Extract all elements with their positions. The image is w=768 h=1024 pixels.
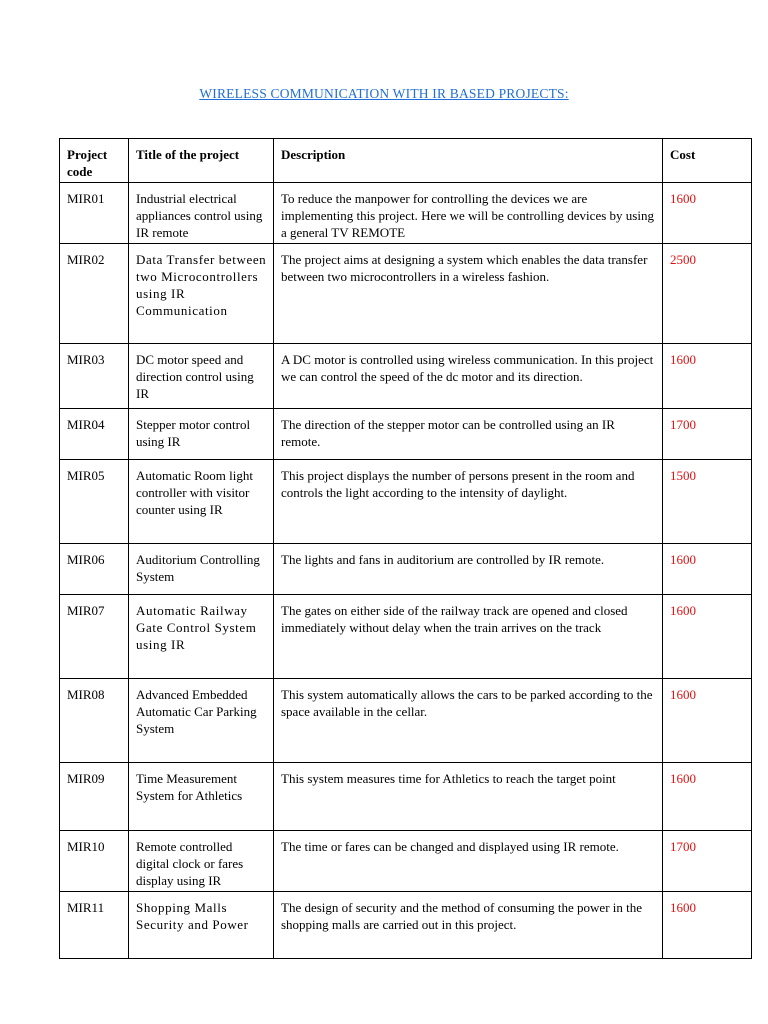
project-cost: 1700 [663, 831, 752, 892]
header-cost: Cost [663, 139, 752, 183]
project-title: Automatic Railway Gate Control System using IR [129, 595, 274, 679]
project-code: MIR08 [60, 679, 129, 763]
project-code: MIR10 [60, 831, 129, 892]
project-cost: 1600 [663, 183, 752, 244]
document-title: WIRELESS COMMUNICATION WITH IR BASED PROJECTS: [199, 86, 569, 101]
project-description: To reduce the manpower for controlling the devices we are implementing this project. Here we will be controlling devices by using a general TV REMOTE [274, 183, 663, 244]
table-row [60, 679, 752, 763]
project-code: MIR04 [60, 409, 129, 460]
project-description: The gates on either side of the railway track are opened and closed immediately without delay when the train arrives on the track [274, 595, 663, 679]
project-title: Automatic Room light controller with visitor counter using IR [129, 460, 274, 544]
project-description: This project displays the number of persons present in the room and controls the light according to the intensity of daylight. [274, 460, 663, 544]
project-cost: 1600 [663, 544, 752, 595]
project-title: Time Measurement System for Athletics [129, 763, 274, 831]
project-title: Shopping Malls Security and Power [129, 892, 274, 959]
project-code: MIR02 [60, 244, 129, 344]
project-code: MIR07 [60, 595, 129, 679]
table-row [60, 763, 752, 831]
table-row [60, 892, 752, 959]
project-title: Advanced Embedded Automatic Car Parking System [129, 679, 274, 763]
project-code: MIR05 [60, 460, 129, 544]
header-project-code: Project code [60, 139, 129, 183]
table-row [60, 460, 752, 544]
table-row [60, 344, 752, 409]
project-cost: 1500 [663, 460, 752, 544]
project-code: MIR09 [60, 763, 129, 831]
table-row [60, 409, 752, 460]
project-description: This system automatically allows the cars to be parked according to the space available in the cellar. [274, 679, 663, 763]
table-row [60, 244, 752, 344]
project-title: DC motor speed and direction control using IR [129, 344, 274, 409]
project-code: MIR11 [60, 892, 129, 959]
project-title: Remote controlled digital clock or fares display using IR [129, 831, 274, 892]
project-cost: 1600 [663, 595, 752, 679]
project-code: MIR06 [60, 544, 129, 595]
project-cost: 1600 [663, 763, 752, 831]
project-description: The project aims at designing a system which enables the data transfer between two microcontrollers in a wireless fashion. [274, 244, 663, 344]
project-code: MIR01 [60, 183, 129, 244]
project-description: The direction of the stepper motor can be controlled using an IR remote. [274, 409, 663, 460]
project-title: Data Transfer between two Microcontrollers using IR Communication [129, 244, 274, 344]
project-description: The lights and fans in auditorium are controlled by IR remote. [274, 544, 663, 595]
project-cost: 1600 [663, 679, 752, 763]
table-row [60, 544, 752, 595]
table-row [60, 183, 752, 244]
project-cost: 1700 [663, 409, 752, 460]
header-title: Title of the project [129, 139, 274, 183]
table-row [60, 595, 752, 679]
project-cost: 2500 [663, 244, 752, 344]
projects-table [59, 138, 752, 959]
header-row [60, 139, 752, 183]
header-description: Description [274, 139, 663, 183]
project-cost: 1600 [663, 344, 752, 409]
project-cost: 1600 [663, 892, 752, 959]
project-title: Stepper motor control using IR [129, 409, 274, 460]
project-code: MIR03 [60, 344, 129, 409]
project-description: This system measures time for Athletics to reach the target point [274, 763, 663, 831]
project-title: Auditorium Controlling System [129, 544, 274, 595]
project-description: The time or fares can be changed and displayed using IR remote. [274, 831, 663, 892]
project-description: The design of security and the method of consuming the power in the shopping malls are carried out in this project. [274, 892, 663, 959]
table-row [60, 831, 752, 892]
project-description: A DC motor is controlled using wireless communication. In this project we can control the speed of the dc motor and its direction. [274, 344, 663, 409]
project-title: Industrial electrical appliances control using IR remote [129, 183, 274, 244]
